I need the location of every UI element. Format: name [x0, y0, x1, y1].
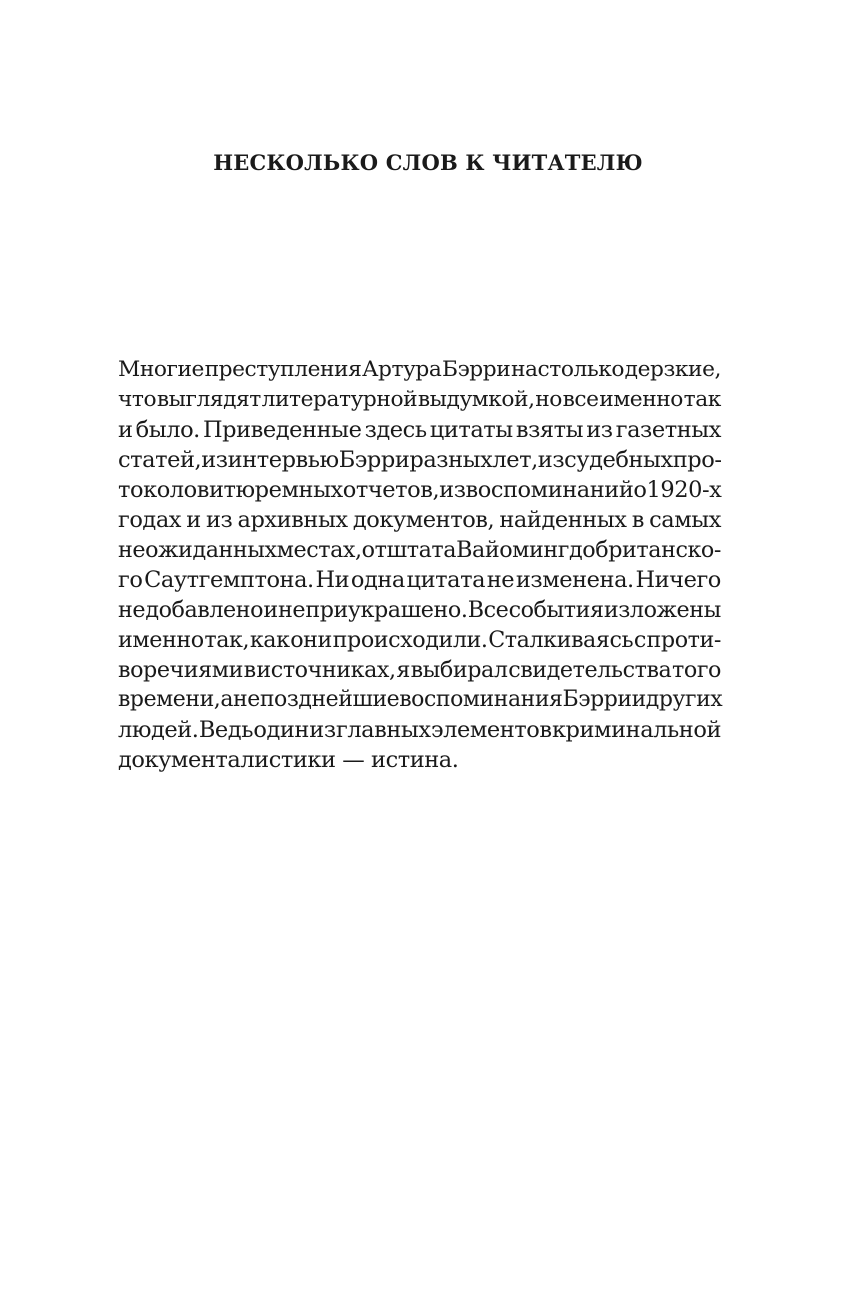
- paragraph-line: людей. Ведь один из главных элементов криминальной: [118, 717, 721, 743]
- paragraph-line: что выглядят литературной выдумкой, но все именно так: [118, 387, 721, 412]
- paragraph-line: воречиями в источниках, я выбирал свидетельства того: [118, 657, 721, 683]
- body-paragraph: [118, 355, 721, 775]
- paragraph-line: токолов и тюремных отчетов, из воспоминаний о 1920-х: [118, 477, 722, 503]
- paragraph-line: Многие преступления Артура Бэрри настолько дерзкие,: [118, 357, 721, 382]
- page-title: НЕСКОЛЬКО СЛОВ К ЧИТАТЕЛЮ: [213, 150, 643, 175]
- paragraph-line: неожиданных местах, от штата Вайоминг до британско-: [118, 537, 721, 563]
- paragraph-line: документалистики — истина.: [118, 747, 459, 773]
- paragraph-line: го Саутгемптона. Ни одна цитата не изменена. Ничего: [118, 567, 721, 593]
- paragraph-line: и было. Приведенные здесь цитаты взяты из газетных: [118, 417, 721, 443]
- paragraph-line: статей, из интервью Бэрри разных лет, из судебных про-: [118, 447, 722, 473]
- paragraph-line: годах и из архивных документов, найденных в самых: [118, 507, 721, 533]
- paragraph-line: времени, а не позднейшие воспоминания Бэрри и других: [118, 687, 723, 712]
- paragraph-line: именно так, как они происходили. Сталкиваясь с проти-: [118, 627, 721, 653]
- paragraph-line: не добавлено и не приукрашено. Все события изложены: [118, 597, 721, 623]
